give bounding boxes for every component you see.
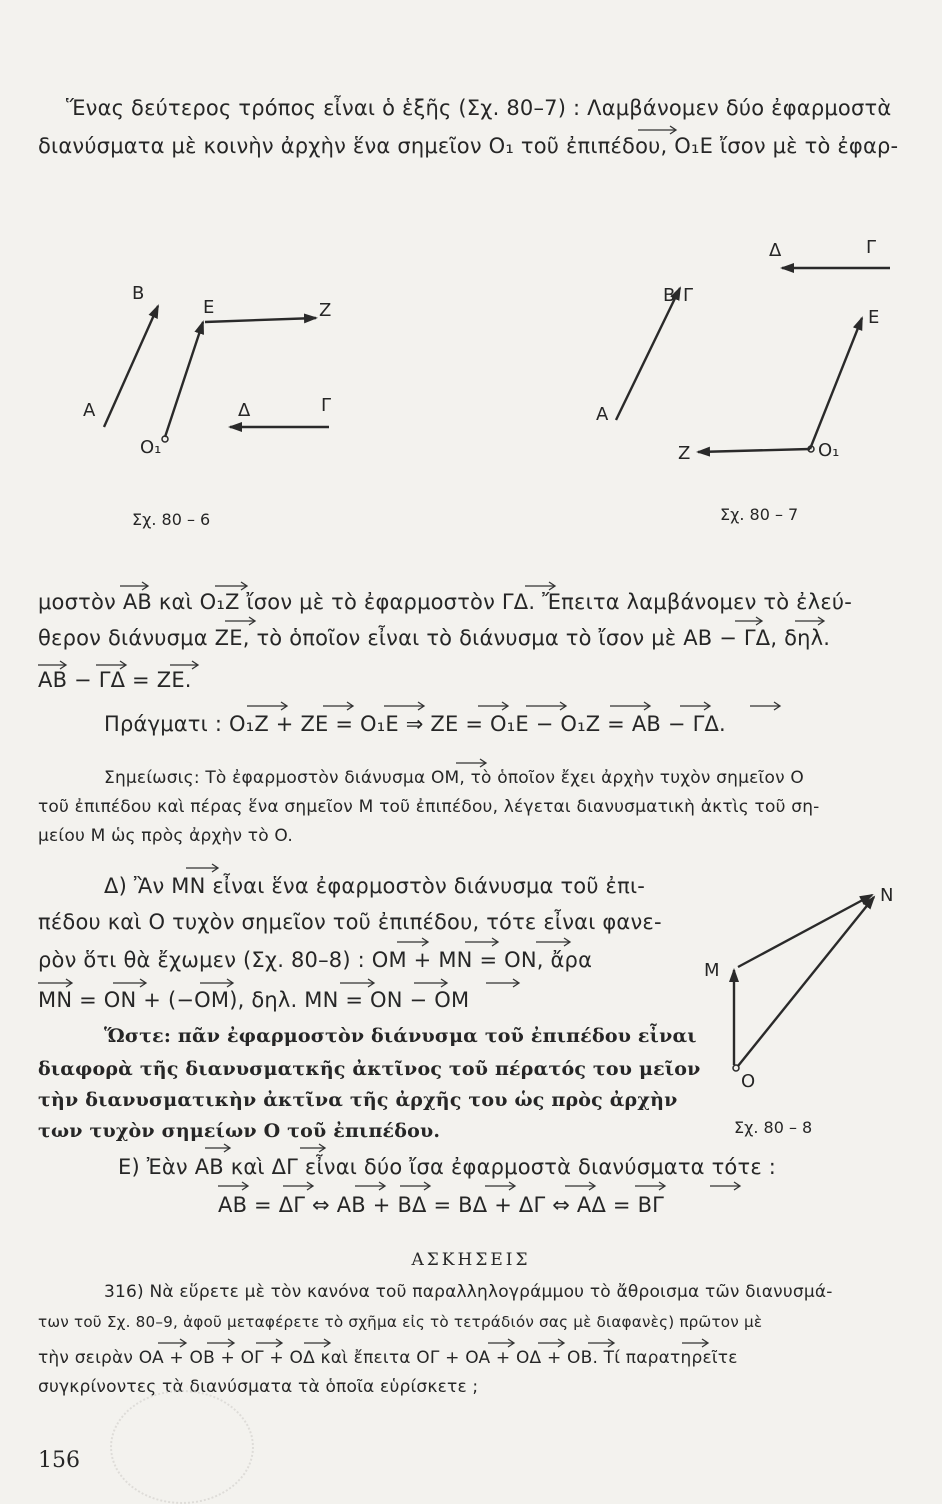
section-d-line-2: πέδου καὶ O τυχὸν σημεῖον τοῦ ἐπιπέδου, τότε εἶναι φανε- [38, 910, 662, 934]
section-d-line-3: ρὸν ὅτι θὰ ἔχωμεν (Σχ. 80–8) : OM + MN = ON, ἄρα [38, 948, 593, 972]
section-d-line-4: MN = ON + (−OM), δηλ. MN = ON − OM [38, 988, 470, 1012]
theorem-line-2: διαφορὰ τῆς διανυσματκῆς ἀκτῖνος τοῦ πέρατός του μεῖον [38, 1058, 701, 1080]
fig7-label-G: Γ [866, 237, 877, 258]
exercise-line-4: συγκρίνοντες τὰ διανύσματα τὰ ὁποῖα εὑρίσκετε ; [38, 1377, 479, 1397]
fig7-label-O1: O₁ [818, 440, 840, 461]
fig6-label-G: Γ [321, 395, 332, 416]
text-line-3: μοστὸν AB καὶ O₁Z ἴσον μὲ τὸ ἐφαρμοστὸν ΓΔ. Ἔπειτα λαμβάνομεν τὸ ἐλεύ- [38, 590, 853, 614]
exercise-line-2: των τοῦ Σχ. 80–9, ἀφοῦ μεταφέρετε τὸ σχῆμα εἰς τὸ τετράδιόν σας μὲ διαφανὲς) πρῶτον μὲ [38, 1313, 763, 1331]
note-line-2: τοῦ ἐπιπέδου καὶ πέρας ἕνα σημεῖον M τοῦ ἐπιπέδου, λέγεται διανυσματικὴ ἀκτὶς τοῦ ση- [38, 797, 820, 817]
text-line-1: Ἕνας δεύτερος τρόπος εἶναι ὁ ἑξῆς (Σχ. 80–7) : Λαμβάνομεν δύο ἐφαρμοστὰ [66, 96, 892, 120]
fig7-label-A: A [596, 404, 609, 425]
fig6-caption: Σχ. 80 – 6 [132, 510, 211, 529]
note-line-3: μείου M ὡς πρὸς ἀρχὴν τὸ O. [38, 826, 293, 846]
fig6-label-A: A [83, 400, 96, 421]
theorem-line-3: τὴν διανυσματικὴν ἀκτῖνα τῆς ἀρχῆς του ὡς πρὸς ἀρχὴν [38, 1089, 678, 1111]
fig7-caption: Σχ. 80 – 7 [720, 505, 799, 524]
fig8-caption: Σχ. 80 – 8 [734, 1118, 813, 1137]
figure-80-6-drawing [104, 306, 332, 437]
library-stamp-mark [110, 1390, 254, 1504]
fig6-label-O1: O₁ [140, 437, 162, 458]
section-e-line-2: AB = ΔΓ ⇔ AB + BΔ = BΔ + ΔΓ ⇔ AΔ = BΓ [218, 1193, 665, 1217]
fig7-label-Z: Z [678, 443, 691, 464]
fig8-label-O: O [741, 1071, 756, 1092]
exercise-line-1: 316) Νὰ εὕρετε μὲ τὸν κανόνα τοῦ παραλληλογράμμου τὸ ἄθροισμα τῶν διανυσμά- [104, 1282, 833, 1302]
exercise-line-3: τὴν σειρὰν OA + OB + OΓ + OΔ καὶ ἔπειτα OΓ + OA + OΔ + OB. Τί παρατηρεῖτε [38, 1348, 738, 1368]
fig6-label-D: Δ [238, 400, 251, 421]
section-d-line-1: Δ) Ἂν MN εἶναι ἕνα ἐφαρμοστὸν διάνυσμα τοῦ ἐπι- [104, 874, 646, 898]
section-e-line-1: E) Ἐὰν AB καὶ ΔΓ εἶναι δύο ἴσα ἐφαρμοστὰ διανύσματα τότε : [118, 1155, 777, 1179]
page-number: 156 [38, 1448, 80, 1473]
fig6-label-B: B [132, 283, 145, 304]
theorem-line-1: Ὥστε: πᾶν ἐφαρμοστὸν διάνυσμα τοῦ ἐπιπέδου εἶναι [104, 1025, 697, 1047]
theorem-line-4: των τυχὸν σημείων O τοῦ ἐπιπέδου. [38, 1120, 441, 1142]
text-line-2: διανύσματα μὲ κοινὴν ἀρχὴν ἕνα σημεῖον O₁ τοῦ ἐπιπέδου, O₁E ἴσον μὲ τὸ ἐφαρ- [38, 134, 899, 158]
fig8-label-N: N [880, 885, 894, 906]
fig8-label-M: M [704, 960, 720, 981]
figure-80-8-drawing [734, 895, 874, 1066]
text-line-5: AB − ΓΔ = ZE. [38, 668, 192, 692]
fig7-label-E: E [868, 307, 880, 328]
figure-80-7-drawing [616, 268, 890, 452]
exercises-heading: ΑΣΚΗΣΕΙΣ [411, 1250, 531, 1270]
note-line-1: Σημείωσις: Τὸ ἐφαρμοστὸν διάνυσμα OM, τὸ ὁποῖον ἔχει ἀρχὴν τυχὸν σημεῖον O [104, 768, 804, 788]
fig7-label-D: Δ [769, 240, 782, 261]
text-line-6: Πράγματι : O₁Z + ZE = O₁E ⇒ ZE = O₁E − O₁Z = AB − ΓΔ. [104, 712, 726, 736]
fig7-label-G2: Γ [683, 285, 694, 306]
fig6-label-E: E [203, 297, 215, 318]
fig6-label-Z: Z [319, 300, 332, 321]
text-line-4: θερον διάνυσμα ZE, τὸ ὁποῖον εἶναι τὸ διάνυσμα τὸ ἴσον μὲ AB − ΓΔ, δηλ. [38, 626, 831, 650]
fig7-label-B: B [663, 285, 676, 306]
